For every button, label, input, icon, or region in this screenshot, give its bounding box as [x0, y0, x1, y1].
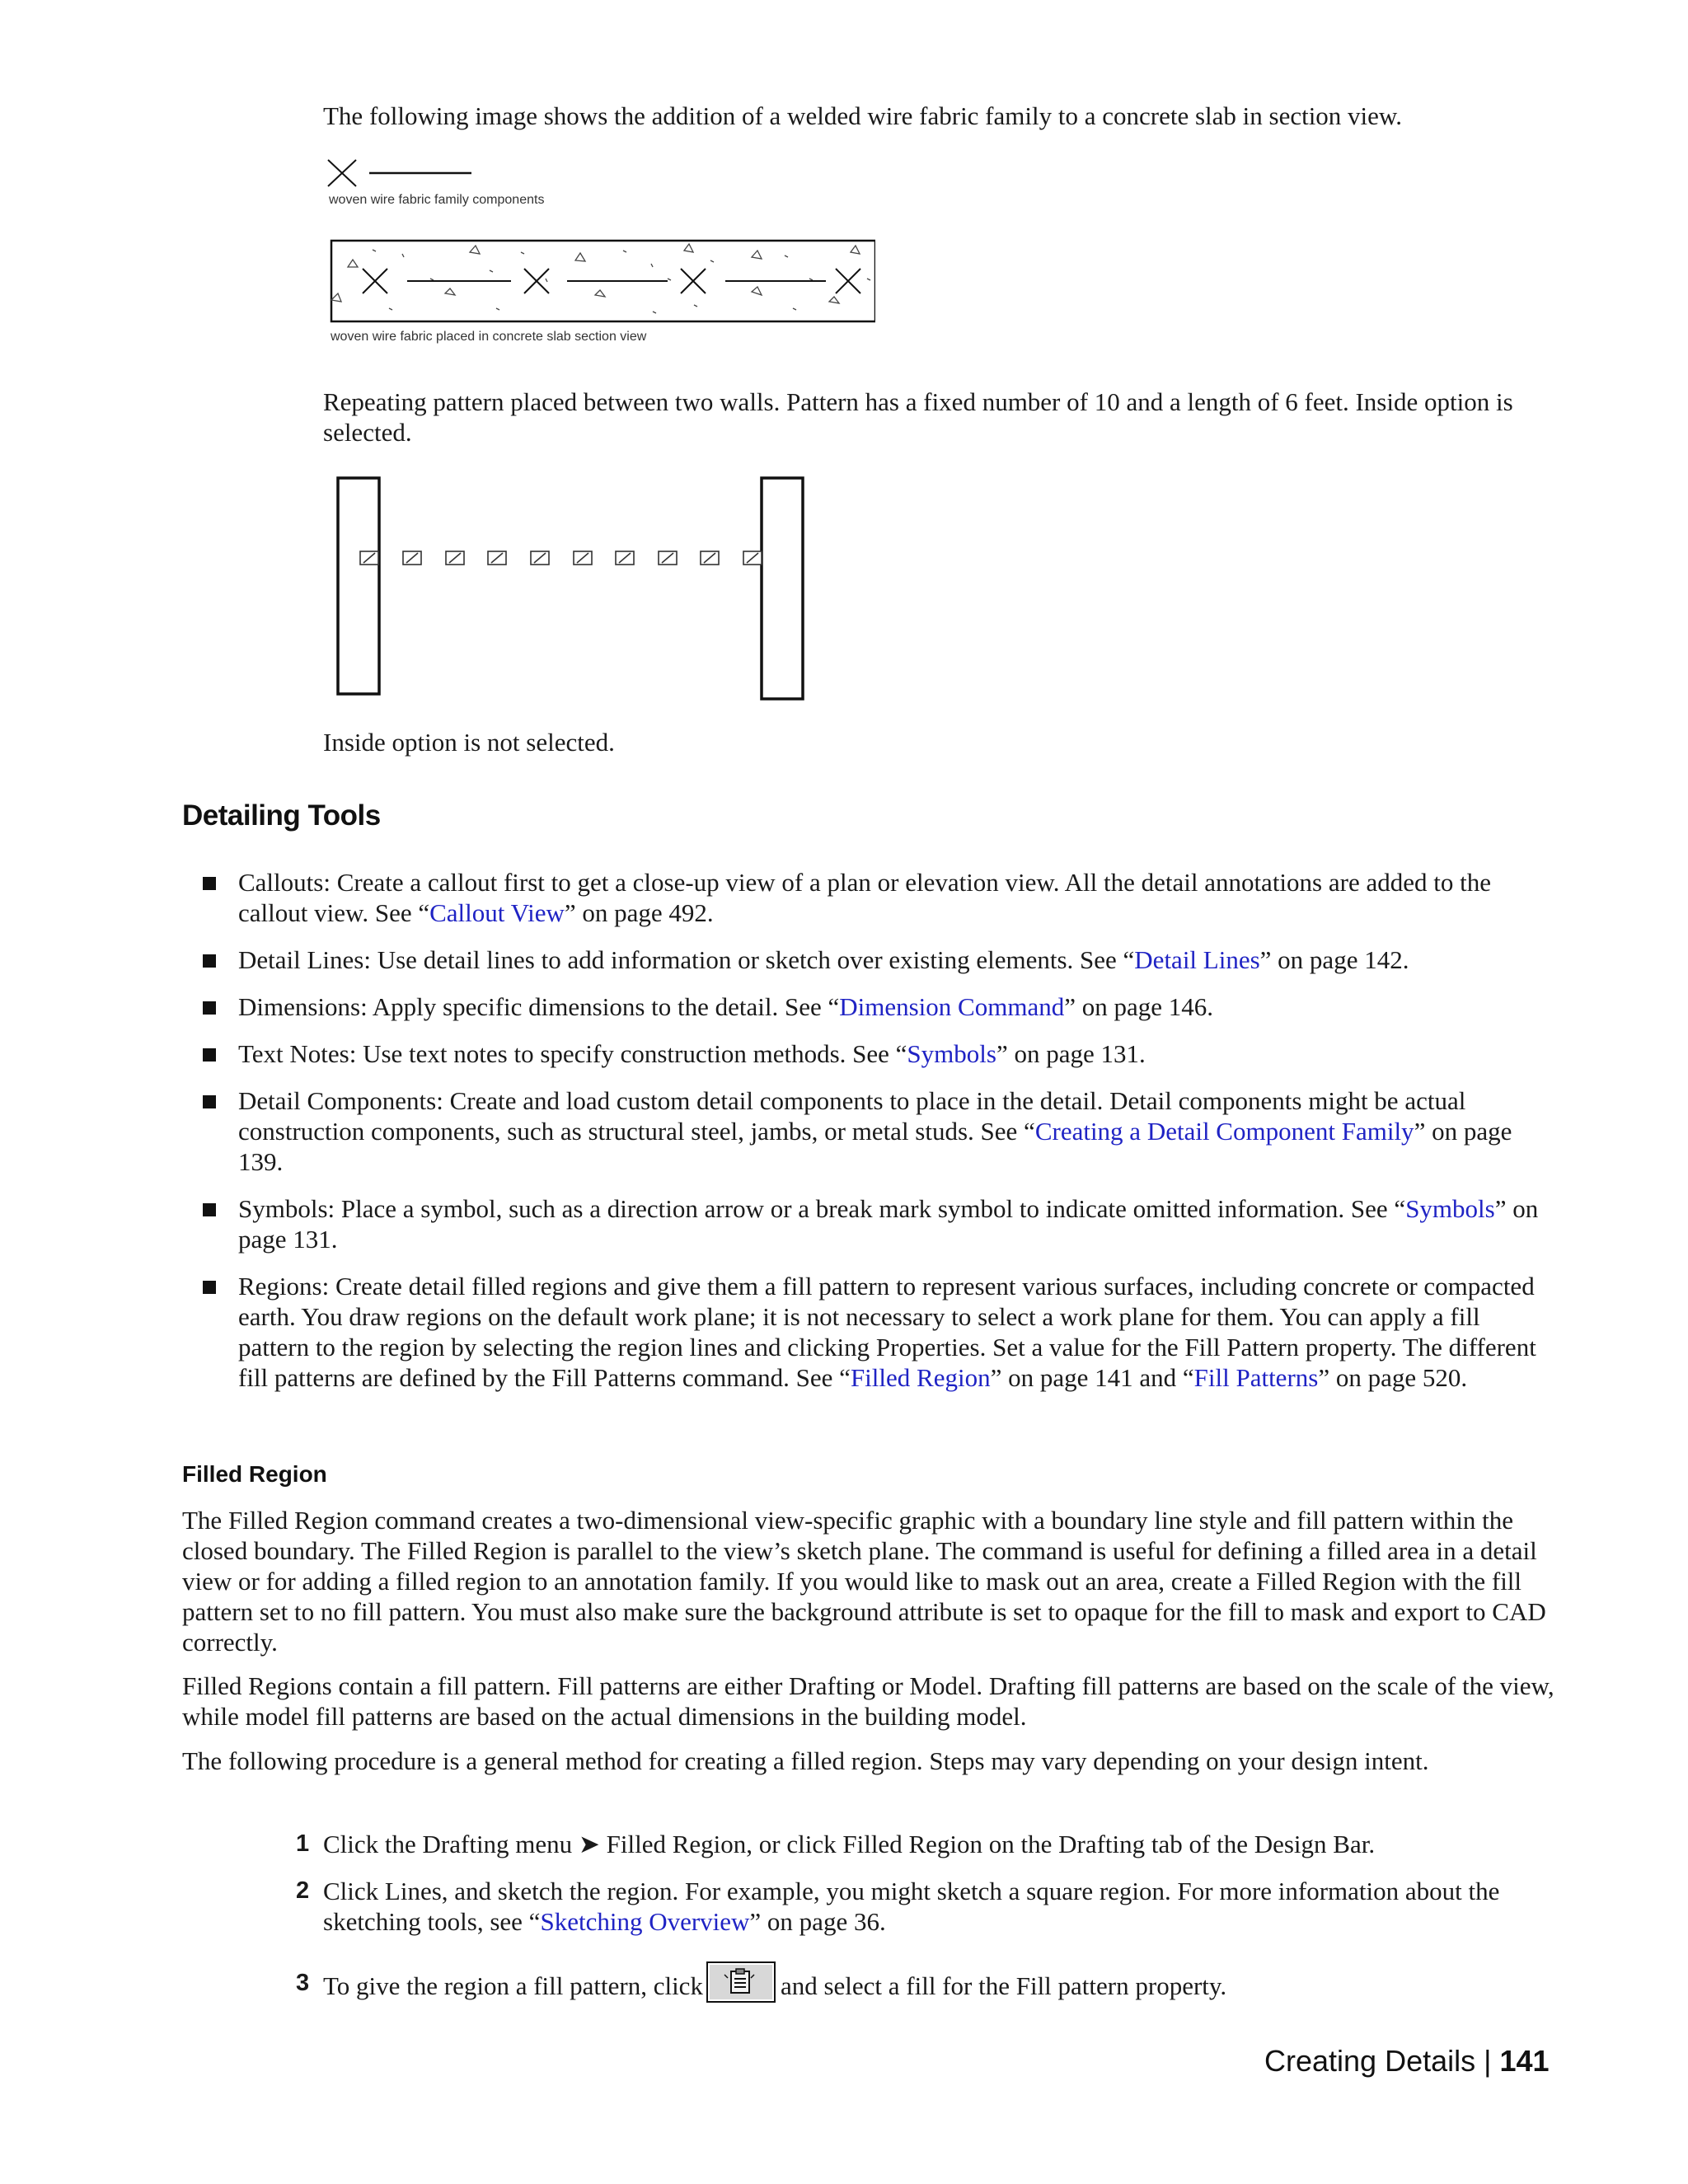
bullet-square-icon: [203, 1001, 216, 1015]
properties-button[interactable]: [706, 1961, 776, 2003]
link-callout-view[interactable]: Callout View: [429, 898, 565, 927]
bullet-square-icon: [203, 1048, 216, 1062]
link-fill-patterns[interactable]: Fill Patterns: [1193, 1363, 1319, 1392]
inside-not-selected-text: Inside option is not selected.: [323, 728, 615, 757]
link-creating-detail-component-family[interactable]: Creating a Detail Component Family: [1034, 1117, 1414, 1146]
link-symbols[interactable]: Symbols: [907, 1039, 996, 1068]
fabric-component-x-symbol: [328, 160, 356, 186]
concrete-slab-section: [331, 241, 875, 321]
step-number: 3: [296, 1970, 310, 1996]
list-item-text-notes: Text Notes: Use text notes to specify construction methods. See “Symbols” on page 131.: [188, 1038, 1556, 1069]
link-sketching-overview[interactable]: Sketching Overview: [540, 1907, 750, 1936]
page-number: 141: [1499, 2044, 1550, 2078]
list-item-callouts: Callouts: Create a callout first to get a close-up view of a plan or elevation view. All the detail annotations are added to the callout view. See “Callout View” on page 492.: [188, 867, 1556, 928]
detailing-tools-heading: Detailing Tools: [182, 799, 381, 832]
repeating-pattern-figure: [330, 471, 816, 705]
list-item-regions: Regions: Create detail filled regions and give them a fill pattern to represent various surfaces, including concrete or compacted earth. You draw regions on the default work plane; it is not necessary to select a work plane for them. You can apply a fill pattern to the region by selecting the region lines and clicking Properties. Set a value for the Fill Pattern property. The different fill patterns are defined by the Fill Patterns command. See “Filled Region” on page 141 and “Fill Patterns” on page 520.: [188, 1271, 1556, 1393]
figure-caption-section: woven wire fabric placed in concrete slab section view: [331, 330, 647, 344]
list-item-detail-lines: Detail Lines: Use detail lines to add information or sketch over existing elements. See “Detail Lines” on page 142.: [188, 944, 1556, 975]
step-1: 1 Click the Drafting menu ➤ Filled Region, or click Filled Region on the Drafting tab of the Design Bar.: [296, 1830, 1376, 1858]
repeat-pattern-paragraph: Repeating pattern placed between two walls. Pattern has a fixed number of 10 and a length of 6 feet. Inside option is selected.: [323, 387, 1513, 447]
step-2: 2 Click Lines, and sketch the region. For example, you might sketch a square region. For more information about the sketching tools, see “Sketching Overview” on page 36.: [296, 1877, 1500, 1936]
figure-caption-components: woven wire fabric family components: [329, 193, 545, 207]
detailing-tools-list: [188, 867, 1556, 1409]
repeating-pattern-elements: [360, 551, 762, 565]
left-wall: [338, 478, 379, 694]
list-item-dimensions: Dimensions: Apply specific dimensions to the detail. See “Dimension Command” on page 146.: [188, 991, 1556, 1022]
bullet-square-icon: [203, 1203, 216, 1216]
step-number: 1: [296, 1830, 310, 1857]
procedure-steps: [296, 1829, 1559, 2009]
bullet-square-icon: [203, 1095, 216, 1108]
list-item-symbols: Symbols: Place a symbol, such as a direction arrow or a break mark symbol to indicate omitted information. See “Symbols” on page 131.: [188, 1193, 1556, 1254]
filled-region-heading: Filled Region: [182, 1461, 327, 1487]
chapter-title: Creating Details: [1264, 2044, 1476, 2078]
filled-region-paragraph-1: The Filled Region command creates a two-dimensional view-specific graphic with a boundary line style and fill pattern within the closed boundary. The Filled Region is parallel to the view’s sketch plane. The command is useful for defining a filled area in a detail view or for adding a filled region to an annotation family. If you would like to mask out an area, create a Filled Region with the fill pattern set to no fill pattern. You must also make sure the background attribute is set to opaque for the fill to mask and export to CAD correctly.: [182, 1506, 1546, 1657]
link-detail-lines[interactable]: Detail Lines: [1134, 945, 1260, 974]
page-footer: [1264, 2044, 1550, 2079]
link-dimension-command[interactable]: Dimension Command: [839, 992, 1065, 1021]
intro-paragraph: The following image shows the addition of a welded wire fabric family to a concrete slab in section view.: [323, 101, 1403, 130]
bullet-square-icon: [203, 1281, 216, 1294]
bullet-square-icon: [203, 877, 216, 890]
list-item-detail-components: Detail Components: Create and load custom detail components to place in the detail. Detail components might be actual construction components, such as structural steel, jambs, or metal studs. See “Creating a Detail Component Family” on page 139.: [188, 1085, 1556, 1177]
properties-icon: [708, 1963, 774, 2001]
bullet-square-icon: [203, 954, 216, 968]
filled-region-paragraph-2: Filled Regions contain a fill pattern. Fill patterns are either Drafting or Model. Drafting fill patterns are based on the scale of the view, while model fill patterns are based on the actual dimensions in the building model.: [182, 1671, 1554, 1731]
footer-separator: |: [1484, 2044, 1492, 2078]
step-3: 3 To give the region a fill pattern, click and select a fill for the Fill pattern property.: [323, 1958, 1559, 2009]
link-filled-region[interactable]: Filled Region: [850, 1363, 991, 1392]
filled-region-paragraph-3: The following procedure is a general method for creating a filled region. Steps may vary depending on your design intent.: [182, 1746, 1429, 1775]
step-number: 2: [296, 1877, 310, 1904]
right-wall: [762, 478, 803, 699]
link-symbols[interactable]: Symbols: [1405, 1194, 1495, 1223]
